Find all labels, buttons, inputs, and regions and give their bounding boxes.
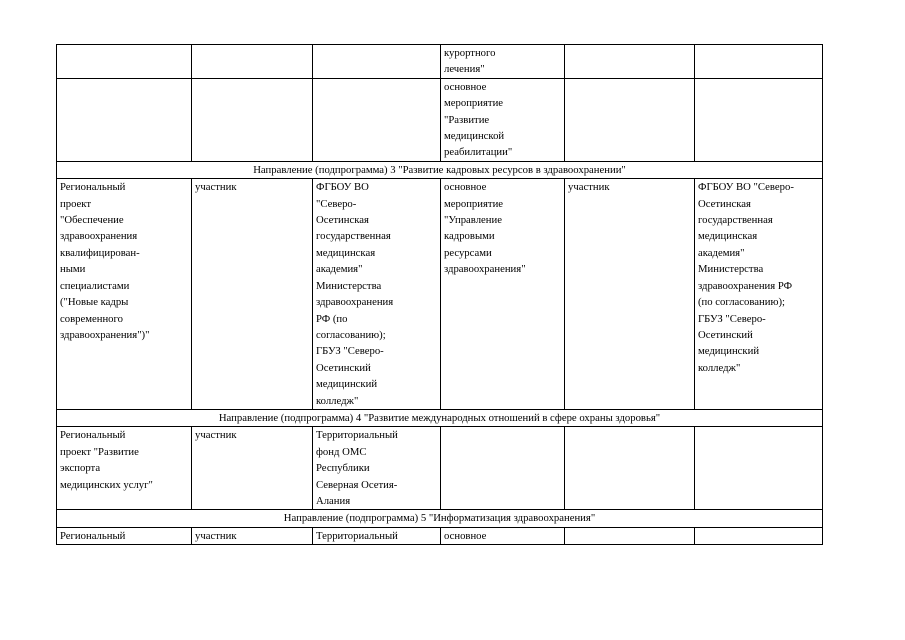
table-cell: участник bbox=[192, 427, 313, 510]
table-cell bbox=[695, 45, 823, 79]
table-cell bbox=[695, 78, 823, 161]
section-header-5: Направление (подпрограмма) 5 "Информатизация здравоохранения" bbox=[57, 510, 823, 527]
section-header-row bbox=[57, 161, 823, 178]
table-cell bbox=[192, 45, 313, 79]
table-cell bbox=[565, 78, 695, 161]
table-row bbox=[57, 527, 823, 544]
table-cell: ФГБОУ ВО "Северо- Осетинская государственная медицинская академия" Министерства здравоохранения РФ (по согласованию); ГБУЗ "Северо- Осетинский медицинский колледж" bbox=[695, 179, 823, 410]
section-header-row bbox=[57, 409, 823, 426]
table-cell: участник bbox=[565, 179, 695, 410]
table-cell: основное bbox=[441, 527, 565, 544]
table-cell: Региональный проект "Обеспечение здравоохранения квалифицирован- ными специалистами ("Новые кадры современного здравоохранения")" bbox=[57, 179, 192, 410]
table-cell bbox=[57, 78, 192, 161]
table-cell: Территориальный фонд ОМС Республики Северная Осетия- Алания bbox=[313, 427, 441, 510]
table-cell: Региональный проект "Развитие экспорта медицинских услуг" bbox=[57, 427, 192, 510]
section-header-3: Направление (подпрограмма) 3 "Развитие кадровых ресурсов в здравоохранении" bbox=[57, 161, 823, 178]
table-row bbox=[57, 78, 823, 161]
table-cell bbox=[565, 527, 695, 544]
table-cell: Региональный bbox=[57, 527, 192, 544]
table-cell bbox=[695, 427, 823, 510]
table-cell: участник bbox=[192, 179, 313, 410]
table-cell bbox=[441, 427, 565, 510]
table-row bbox=[57, 45, 823, 79]
table-cell bbox=[313, 78, 441, 161]
table-cell bbox=[695, 527, 823, 544]
section-header-row bbox=[57, 510, 823, 527]
table-cell: курортного лечения" bbox=[441, 45, 565, 79]
table-cell bbox=[57, 45, 192, 79]
table-cell: основное мероприятие "Управление кадровыми ресурсами здравоохранения" bbox=[441, 179, 565, 410]
table-row bbox=[57, 179, 823, 410]
document-page bbox=[56, 44, 822, 545]
table-cell: основное мероприятие "Развитие медицинской реабилитации" bbox=[441, 78, 565, 161]
program-table bbox=[56, 44, 823, 545]
section-header-4: Направление (подпрограмма) 4 "Развитие международных отношений в сфере охраны здоровья" bbox=[57, 409, 823, 426]
table-row bbox=[57, 427, 823, 510]
table-cell bbox=[565, 45, 695, 79]
table-cell: Территориальный bbox=[313, 527, 441, 544]
table-cell: участник bbox=[192, 527, 313, 544]
table-cell bbox=[192, 78, 313, 161]
table-cell bbox=[313, 45, 441, 79]
table-cell bbox=[565, 427, 695, 510]
table-cell: ФГБОУ ВО "Северо- Осетинская государственная медицинская академия" Министерства здравоохранения РФ (по согласованию); ГБУЗ "Северо- Осетинский медицинский колледж" bbox=[313, 179, 441, 410]
